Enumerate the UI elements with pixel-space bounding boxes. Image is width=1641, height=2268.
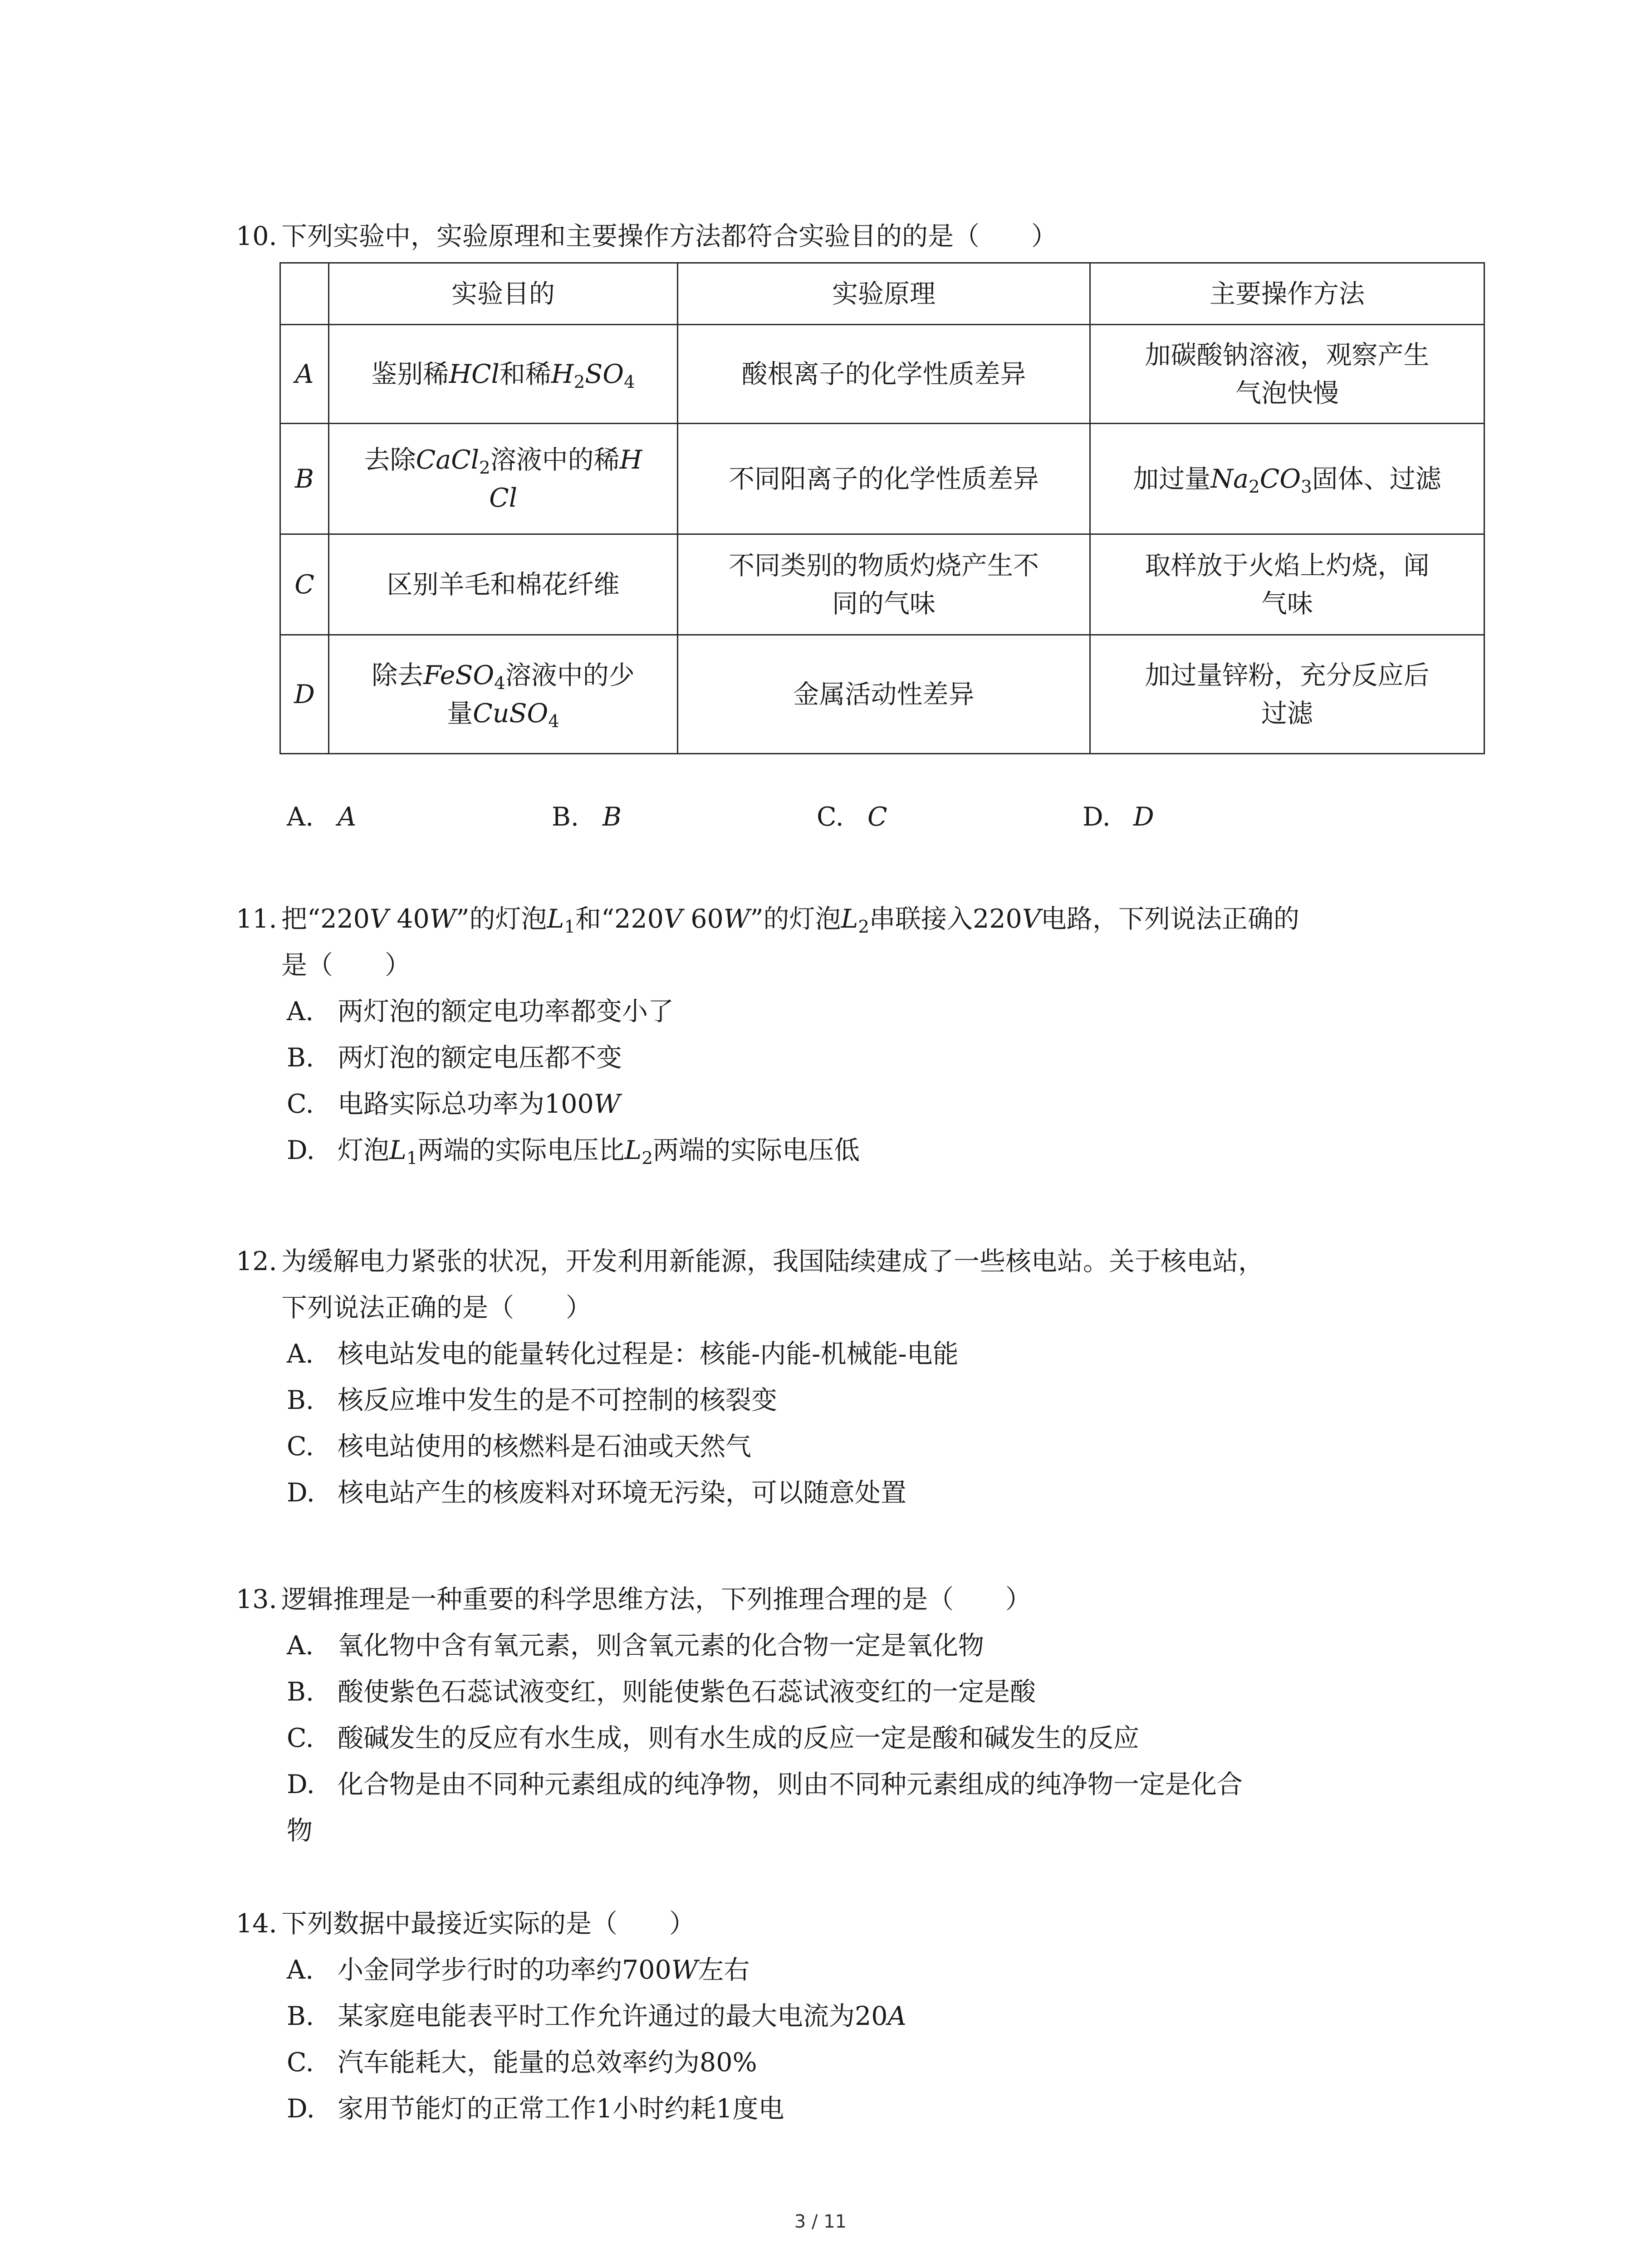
question-number: 10. — [236, 221, 277, 251]
question-13-stem: 13. 逻辑推理是一种重要的科学思维方法，下列推理合理的是（ ） — [236, 1584, 1031, 1614]
answer-option[interactable]: A. 氧化物中含有氧元素，则含氧元素的化合物一定是氧化物 — [287, 1631, 984, 1661]
operation-cell: 取样放于火焰上灼烧，闻 气味 — [1090, 534, 1484, 635]
table-header — [280, 263, 329, 325]
answer-option[interactable]: A. 两灯泡的额定电功率都变小了 — [287, 997, 674, 1026]
answer-option[interactable]: D. 化合物是由不同种元素组成的纯净物，则由不同种元素组成的纯净物一定是化合 — [287, 1769, 1243, 1799]
answer-option-continued: 物 — [287, 1816, 313, 1846]
answer-option[interactable]: B. B — [552, 802, 622, 832]
answer-option[interactable]: D. 核电站产生的核废料对环境无污染，可以随意处置 — [287, 1478, 906, 1508]
operation-cell: 加过量锌粉，充分反应后 过滤 — [1090, 635, 1484, 754]
answer-option[interactable]: C. 酸碱发生的反应有水生成，则有水生成的反应一定是酸和碱发生的反应 — [287, 1723, 1139, 1753]
purpose-cell: 鉴别稀HCl和稀$H_2SO_4$ — [329, 325, 678, 424]
principle-cell: 酸根离子的化学性质差异 — [678, 325, 1090, 424]
answer-option[interactable]: A. 核电站发电的能量转化过程是：核能-内能-机械能-电能 — [287, 1339, 959, 1369]
answer-option[interactable]: B. 两灯泡的额定电压都不变 — [287, 1043, 622, 1073]
table-header: 主要操作方法 — [1090, 263, 1484, 325]
table-row — [280, 635, 1484, 754]
question-text: 下列实验中，实验原理和主要操作方法都符合实验目的的是（ ） — [281, 221, 1057, 251]
answer-option[interactable]: D. 家用节能灯的正常工作1小时约耗1度电 — [287, 2094, 784, 2124]
question-11-stem: 11. 把“220V 40W”的灯泡$L_1$和“220V 60W”的灯泡$L_2$串联接入220V电路，下列说法正确的 — [236, 904, 1299, 937]
purpose-cell: 除去FeSO$_4$溶液中的少 量CuSO$_4$ — [329, 635, 678, 754]
answer-option[interactable]: C. 电路实际总功率为100W — [287, 1089, 621, 1119]
row-label: B — [280, 424, 329, 534]
answer-option[interactable]: A. 小金同学步行时的功率约700W左右 — [287, 1955, 750, 1985]
purpose-cell: 区别羊毛和棉花纤维 — [329, 534, 678, 635]
question-14-stem: 14. 下列数据中最接近实际的是（ ） — [236, 1909, 695, 1939]
row-label: A — [280, 325, 329, 424]
operation-cell: 加碳酸钠溶液，观察产生 气泡快慢 — [1090, 325, 1484, 424]
table-header-row — [280, 263, 1484, 325]
answer-option[interactable]: C. C — [817, 802, 887, 832]
table-header: 实验原理 — [678, 263, 1090, 325]
answer-option[interactable]: D. 灯泡$L_1$两端的实际电压比$L_2$两端的实际电压低 — [287, 1135, 860, 1168]
question-12-stem: 12. 为缓解电力紧张的状况，开发利用新能源，我国陆续建成了一些核电站。关于核电站， — [236, 1246, 1264, 1276]
answer-option[interactable]: C. 汽车能耗大，能量的总效率约为80% — [287, 2048, 757, 2077]
table-header: 实验目的 — [329, 263, 678, 325]
principle-cell: 金属活动性差异 — [678, 635, 1090, 754]
answer-option[interactable]: B. 酸使紫色石蕊试液变红，则能使紫色石蕊试液变红的一定是酸 — [287, 1677, 1036, 1707]
answer-option[interactable]: A. A — [287, 802, 357, 832]
answer-option[interactable]: C. 核电站使用的核燃料是石油或天然气 — [287, 1432, 751, 1461]
question-10-stem — [236, 213, 1057, 259]
question-text-continued: 下列说法正确的是（ ） — [281, 1293, 592, 1323]
page-number: 3 / 11 — [794, 2211, 847, 2232]
principle-cell: 不同类别的物质灼烧产生不 同的气味 — [678, 534, 1090, 635]
operation-cell: 加过量$Na_2CO_3$固体、过滤 — [1090, 424, 1484, 534]
answer-option[interactable]: D. D — [1083, 802, 1154, 832]
row-label: C — [280, 534, 329, 635]
answer-option[interactable]: B. 核反应堆中发生的是不可控制的核裂变 — [287, 1385, 777, 1415]
table-row — [280, 424, 1484, 534]
question-text-continued: 是（ ） — [281, 950, 411, 980]
table-row — [280, 534, 1484, 635]
principle-cell: 不同阳离子的化学性质差异 — [678, 424, 1090, 534]
purpose-cell: 去除CaCl$_2$溶液中的稀H Cl — [329, 424, 678, 534]
answer-option[interactable]: B. 某家庭电能表平时工作允许通过的最大电流为20A — [287, 2001, 906, 2031]
row-label: D — [280, 635, 329, 754]
table-row — [280, 325, 1484, 424]
experiment-table — [279, 262, 1485, 754]
